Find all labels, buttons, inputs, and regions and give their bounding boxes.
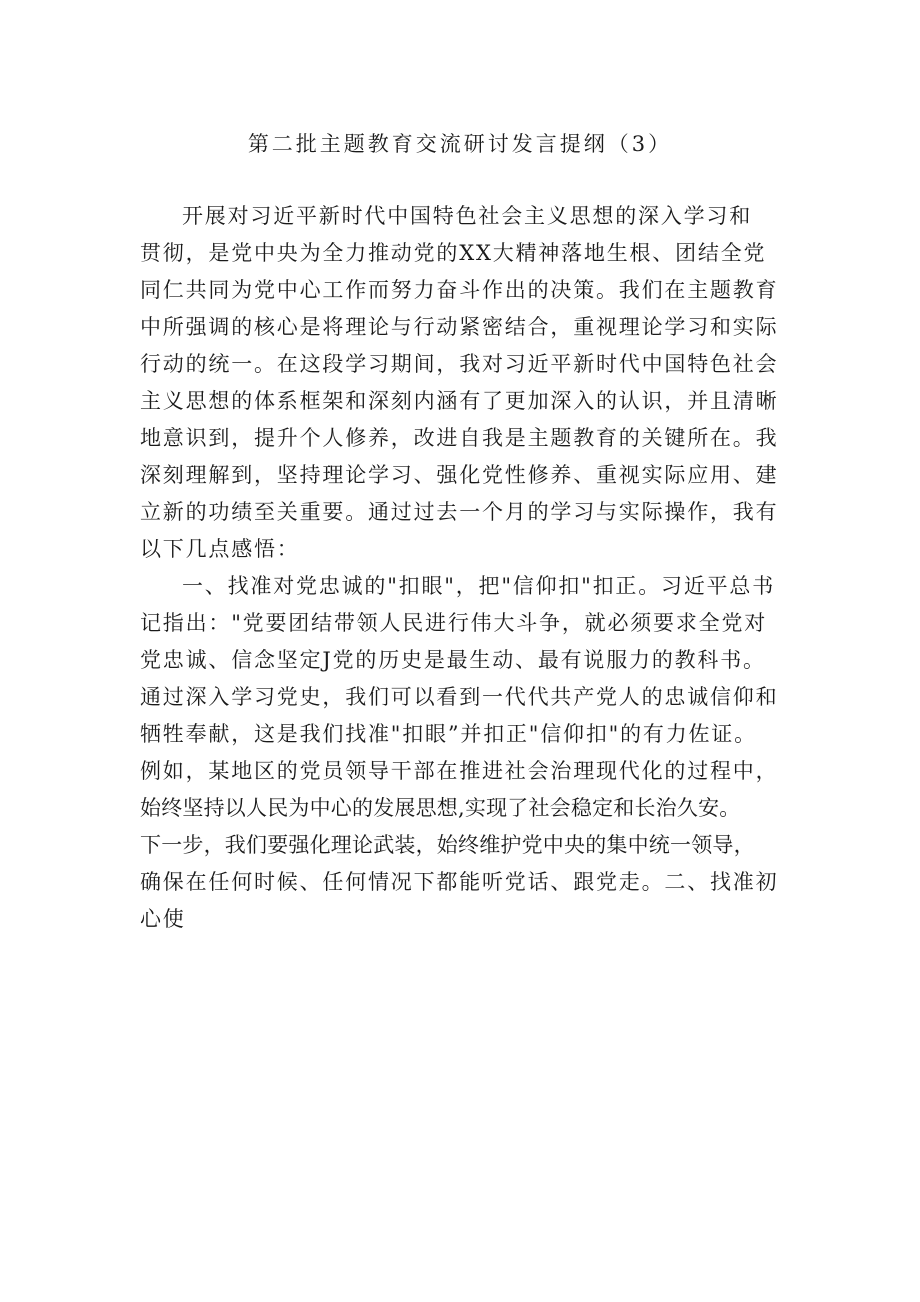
body-line: 中所强调的核心是将理论与行动紧密结合，重视理论学习和实际 — [140, 315, 779, 339]
body-line: 主义思想的体系框架和深刻内涵有了更加深入的认识，并且清晰 — [140, 389, 779, 413]
body-line: 牺牲奉献，这是我们找准"扣眼”并扣正"信仰扣"的有力佐证。 — [140, 722, 757, 746]
body-line: 心使 — [140, 907, 186, 931]
document-title: 第二批主题教育交流研讨发言提纲（3） — [247, 132, 673, 156]
body-line: 通过深入学习党史，我们可以看到一代代共产党人的忠诚信仰和 — [140, 685, 779, 709]
body-line: 深刻理解到，坚持理论学习、强化党性修养、重视实际应用、建 — [140, 463, 779, 487]
body-line: 行动的统一。在这段学习期间，我对习近平新时代中国特色社会 — [140, 352, 779, 376]
body-line: 立新的功绩至关重要。通过过去一个月的学习与实际操作，我有 — [140, 500, 779, 524]
body-line: 记指出："党要团结带领人民进行伟大斗争，就必须要求全党对 — [140, 611, 768, 635]
body-line: 开展对习近平新时代中国特色社会主义思想的深入学习和 — [182, 204, 752, 228]
body-line: 一、找准对党忠诚的"扣眼"，把"信仰扣"扣正。习近平总书 — [182, 574, 776, 598]
body-line: 贯彻，是党中央为全力推动党的XX大精神落地生根、团结全党 — [140, 241, 767, 265]
body-line: 同仁共同为党中心工作而努力奋斗作出的决策。我们在主题教育 — [140, 278, 779, 302]
body-line: 始终坚持以人民为中心的发展思想,实现了社会稳定和长治久安。 — [140, 796, 741, 820]
body-line: 以下几点感悟： — [140, 537, 300, 561]
body-line: 确保在任何时候、任何情况下都能听党话、跟党走。二、找准初 — [140, 870, 779, 894]
document-body — [140, 198, 800, 938]
body-line: 下一步，我们要强化理论武装，始终维护党中央的集中统一领导， — [140, 833, 755, 857]
body-line: 地意识到，提升个人修养，改进自我是主题教育的关键所在。我 — [140, 426, 779, 450]
body-line: 例如，某地区的党员领导干部在推进社会治理现代化的过程中， — [140, 759, 779, 783]
body-line: 党忠诚、信念坚定J党的历史是最生动、最有说服力的教科书。 — [140, 648, 766, 672]
